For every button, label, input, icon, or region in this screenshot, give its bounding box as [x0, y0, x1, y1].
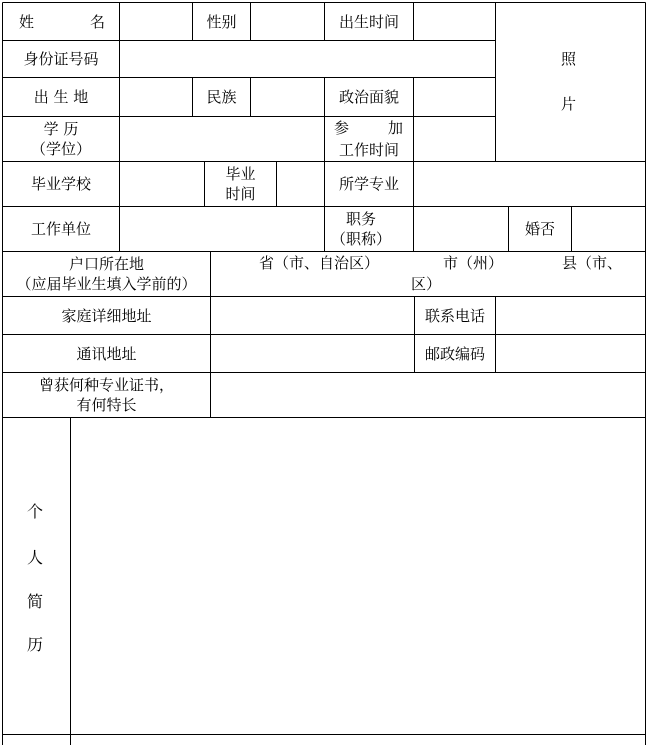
photo-label-char-a: 照	[561, 50, 577, 68]
work-start-label-char-a: 参	[334, 119, 350, 137]
gender-label: 性别	[206, 12, 237, 31]
name-label	[3, 3, 119, 40]
resume-label-char-2: 人	[26, 548, 43, 567]
political-status-label: 政治面貌	[338, 88, 399, 106]
hukou-province-suffix: 省（市、自治区）	[259, 254, 380, 272]
hukou-label	[3, 252, 210, 296]
birth-time-label: 出生时间	[338, 12, 399, 31]
hukou-label-line1: 户口所在地	[68, 255, 144, 273]
birthplace-label: 出 生 地	[33, 88, 89, 106]
position-label	[325, 207, 397, 251]
education-label-line2: （学位）	[30, 140, 91, 158]
hukou-city-suffix: 市（州）	[443, 254, 504, 272]
certificates-label-line1: 曾获何种专业证书，	[38, 376, 174, 394]
mail-address-label: 通讯地址	[76, 344, 137, 363]
resume-label-char-3: 简	[26, 592, 43, 611]
phone-label: 联系电话	[424, 306, 485, 325]
name-label-char-a: 姓	[19, 12, 35, 31]
postcode-label: 邮政编码	[424, 344, 485, 363]
grad-time-label-line1: 毕业	[225, 165, 256, 183]
employer-label: 工作单位	[30, 220, 91, 238]
position-label-line2: （职称）	[330, 230, 391, 248]
hukou-district-suffix: 区）	[411, 275, 442, 293]
id-number-label: 身份证号码	[23, 50, 99, 68]
ethnicity-label: 民族	[206, 88, 237, 106]
education-label	[3, 117, 119, 161]
school-label: 毕业学校	[30, 175, 91, 193]
resume-label-char-4: 历	[26, 635, 43, 654]
position-label-line1: 职务	[345, 210, 376, 228]
resume-label-char-1: 个	[26, 502, 43, 521]
hukou-county-suffix: 县（市、	[562, 254, 623, 272]
home-address-label: 家庭详细地址	[61, 306, 152, 325]
work-start-label-line2: 工作时间	[339, 141, 400, 159]
grad-time-label-line2: 时间	[225, 185, 256, 203]
certificates-label-line2: 有何特长	[76, 396, 137, 414]
major-label: 所学专业	[338, 175, 399, 193]
work-start-label-char-b: 加	[388, 119, 404, 137]
hukou-label-line2: （应届毕业生填入学前的）	[16, 275, 197, 293]
education-label-line1: 学 历	[43, 120, 79, 138]
photo-label-char-b: 片	[561, 95, 577, 113]
name-label-char-b: 名	[89, 12, 105, 31]
resume-field[interactable]	[76, 424, 640, 728]
grad-time-label	[205, 162, 276, 206]
marital-status-label: 婚否	[524, 220, 555, 238]
certificates-label	[3, 373, 210, 417]
